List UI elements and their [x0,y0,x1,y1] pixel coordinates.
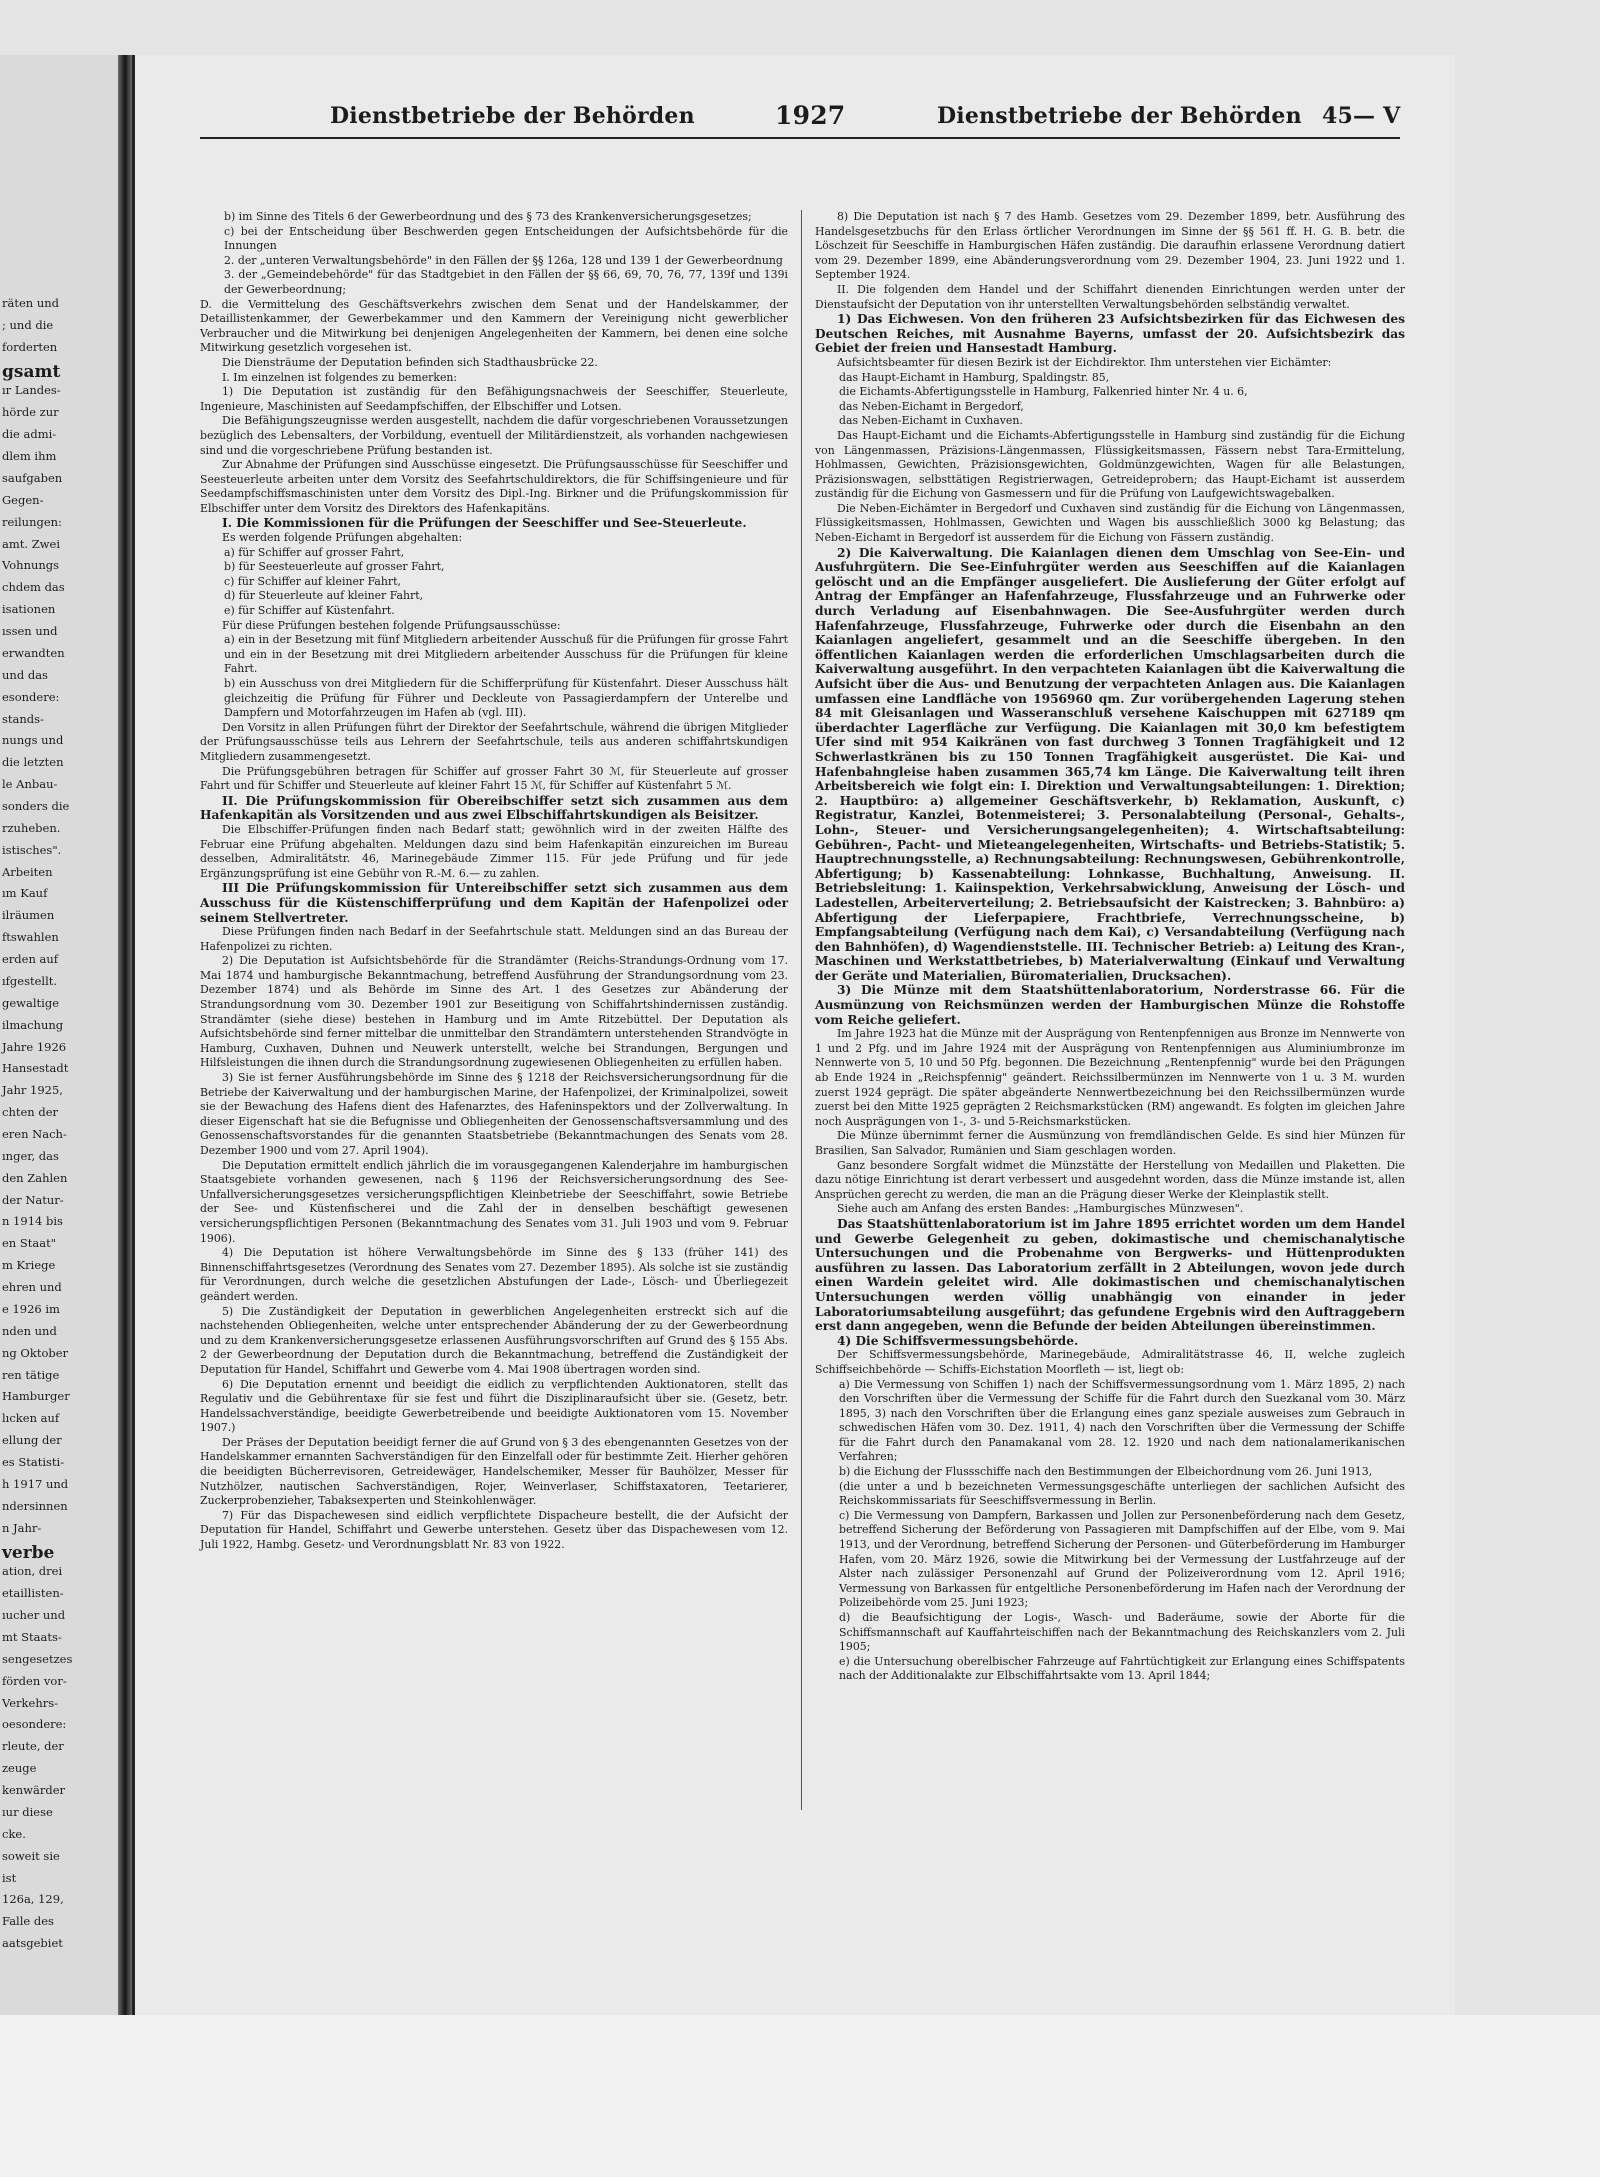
column-divider [801,210,802,1810]
left-page-line: erden auf [2,952,59,967]
paragraph: die Eichamts-Abfertigungsstelle in Hamburg, Falkenried hinter Nr. 4 u. 6, [839,385,1248,399]
left-page-line: n Jahr- [2,1520,42,1535]
left-page-line: der Natur- [2,1192,64,1207]
paragraph: Die Neben-Eichämter in Bergedorf und Cuxhaven sind zuständig für die Eichung von Längenmassen, Flüssigkeitsmassen, Hohlmassen, Gewichten und Wagen bis ausschließlich 3000 kg Belastung; das Neben-Eichamt in Bergedorf ist ausserdem für die Eichung von Fässern zuständig. [815,501,1405,545]
paragraph: b) im Sinne des Titels 6 der Gewerbeordnung und des § 73 des Krankenversicherungsgesetzes; [224,210,752,223]
left-page-line: es Statisti- [2,1455,65,1470]
left-page-line: ist [2,1870,17,1885]
left-page-line: hörde zur [2,405,59,420]
header-left: Dienstbetriebe der Behörden [330,103,695,129]
paragraph: Aufsichtsbeamter für diesen Bezirk ist der Eichdirektor. Ihm unterstehen vier Eichämter: [837,355,1332,369]
left-page-line: ıssen und [2,624,58,639]
header-rule [200,137,1400,139]
paragraph: III Die Prüfungskommission für Untereibschiffer setzt sich zusammen aus dem Ausschuss für die Küstenschifferprüfung und dem Kapitän der Hafenpolizei oder seinem Stellvertreter. [200,881,788,925]
left-page-line: forderten [2,339,58,354]
left-page-line: ren tätige [2,1367,60,1382]
paragraph: 2) Die Deputation ist Aufsichtsbehörde für die Strandämter (Reichs-Strandungs-Ordnung vom 17. Mai 1874 und hamburgische Bekanntmachung, betreffend Ausführung der Strandungsordnung vom 23. Dezember 1874) und als Behörde im Sinne des Art. 1 des Gesetzes zur Abänderung der Strandungsordnung vom 30. Dezember 1901 zur Beseitigung von Schiffahrtshindernissen zuständig. Strandämter (siehe diese) bestehen in Hamburg und im Amte Ritzebüttel. Der Deputation als Aufsichtsbehörde sind ferner mittelbar die unmittelbar den Strandämtern unterstehenden Strandvögte in Hamburg, Cuxhaven, Duhnen und Neuwerk unterstellt, welche bei Strandungen, Bergungen und Hilfsleistungen die ihnen durch die Strandungsordnung zugewiesenen Obliegenheiten zu erfüllen haben. [200,954,788,1070]
paragraph: 8) Die Deputation ist nach § 7 des Hamb. Gesetzes vom 29. Dezember 1899, betr. Ausführung des Handelsgesetzbuchs für den Erlass örtlicher Verordnungen im Sinne der §§ 561 ff. H. G. B. betr. die Löschzeit für Seeschiffe in Hamburgischen Häfen zuständig. Die daraufhin erlassene Verordnung datiert vom 29. Dezember 1899, eine Abänderungsverordnung vom 29. Dezember 1904, 23. Juni 1922 und 1. September 1924. [815,210,1405,282]
left-page-line: nungs und [2,733,64,748]
left-page-line: chdem das [2,580,65,595]
left-page-line: Vohnungs [2,558,60,573]
left-page-line: die admi- [2,427,57,442]
paragraph: 2) Die Kaiverwaltung. Die Kaianlagen dienen dem Umschlag von See-Ein- und Ausfuhrgütern. Die See-Einfuhrgüter werden aus Seeschiffen auf die Kaianlagen gelöscht und an die Empfänger ausgeliefert. Die Auslieferung der Güter erfolgt auf Antrag der Empfänger an Hafenfahrzeuge, Flussfahrzeuge und an Fuhrwerke oder durch Verladung auf Eisenbahnwagen. Die See-Ausfuhrgüter werden durch Hafenfahrzeuge, Flussfahrzeuge, Fuhrwerke oder durch die Eisenbahn an den Kaianlagen angeliefert, gesammelt und an die Seeschiffe übergeben. In den öffentlichen Kaianlagen werden die erforderlichen Umschlagsarbeiten durch die Kaiverwaltung ausgeführt. In den verpachteten Kaianlagen übt die Kaiverwaltung die Aufsicht über die Aus- und Benutzung der verpachteten Anlagen aus. Die Kaianlagen umfassen eine Landfläche von 1956960 qm. Zur vorübergehenden Lagerung stehen 84 mit Gleisanlagen und Wasseranschluß versehene Kaischuppen mit 627189 qm überdachter Lagerfläche zur Verfügung. Die Kaianlagen mit 30,0 km befestigtem Ufer sind mit 954 Kaikränen von fast durchweg 3 Tonnen Tragfähigkeit und 12 Schwerlastkränen bis zu 150 Tonnen Tragfähigkeit ausgerüstet. Die Kai- und Hafenbahngleise haben zusammen 365,74 km Länge. Die Kaiverwaltung teilt ihren Arbeitsbereich wie folgt ein: I. Direktion und Verwaltungsabteilungen: 1. Direktion; 2. Hauptbüro: a) allgemeiner Geschäftsverkehr, b) Reklamation, Auskunft, c) Registratur, Kanzlei, Botenmeisterei; 3. Personalabteilung (Personal-, Gehalts-, Lohn-, Steuer- und Versicherungsangelegenheiten); 4. Wirtschaftsabteilung: Gebühren-, Pacht- und Mieteangelegenheiten, Wirtschafts- und Betriebs-Statistik; 5. Hauptrechnungsstelle, a) Rechnungsabteilung: Rechnungswesen, Gebührenkontrolle, Abfertigung; b) Kassenabteilung: Lohnkasse, Buchhaltung, Anweisung. II. Betriebsleitung: 1. Kaiinspektion, Verkehrsabwicklung, Anweisung der Lösch- und Ladestellen, Arbeiterverteilung; 2. Betriebsaufsicht der Kaistrecken; 3. Bahnbüro: a) Abfertigung der Lieferpapiere, Frachtbriefe, Verrechnungsscheine, b) Empfangsabteilung (Verfügung nach dem Kai), c) Versandabteilung (Verfügung nach den Bahnhöfen), d) Wagendienststelle. III. Technischer Betrieb: a) Leitung des Kran-, Maschinen und Werkstattbetriebes, b) Materialverwaltung (Einkauf und Verwaltung der Geräte und Materialien, Büromaterialien, Drucksachen). [815,545,1405,983]
paragraph: Siehe auch am Anfang des ersten Bandes: „Hamburgisches Münzwesen". [837,1202,1244,1216]
paragraph: Der Schiffsvermessungsbehörde, Marinegebäude, Admiralitätstrasse 46, II, welche zugleich Schiffseichbehörde — Schiffs-Eichstation Moorfleth — ist, liegt ob: [815,1348,1405,1376]
paragraph: das Neben-Eichamt in Bergedorf, [839,399,1024,413]
left-page-line: amt. Zwei [2,536,61,551]
left-page-line: chten der [2,1105,59,1120]
paragraph: 4) Die Schiffsvermessungsbehörde. [837,1333,1079,1348]
left-page-line: sonders die [2,798,70,813]
paragraph: 4) Die Deputation ist höhere Verwaltungsbehörde im Sinne des § 133 (früher 141) des Binnenschiffahrtsgesetzes (Verordnung des Senates vom 27. Dezember 1895). Als solche ist sie zuständig für Verordnungen, durch welche die gesetzlichen Abstufungen der Lade-, Lösch- und Überliegezeit geändert werden. [200,1246,788,1303]
left-page-line: aatsgebiet [2,1936,63,1951]
paragraph: e) die Untersuchung oberelbischer Fahrzeuge auf Fahrtüchtigkeit zur Erlangung eines Schiffspatents nach der Additionalakte zur Elbschiffahrtsakte vom 13. April 1844; [839,1654,1405,1683]
left-page-line: e 1926 im [2,1301,60,1316]
left-page-line: förden vor- [2,1673,67,1688]
left-page-line: isationen [2,602,56,617]
paragraph: (die unter a und b bezeichneten Vermessungsgeschäfte unterliegen der sachlichen Aufsicht des Reichskommissariats für Seeschiffsvermessung in Berlin. [839,1479,1405,1508]
paragraph: Zur Abnahme der Prüfungen sind Ausschüsse eingesetzt. Die Prüfungsausschüsse für Seeschiffer und Seesteuerleute arbeiten unter dem Vorsitz des Seefahrtschuldirektors, die für Schiffsingenieure und für Seedampfschiffsmaschinisten unter dem Vorsitz des Dipl.-Ing. Birkner und die Prüfungskommission für Elbschiffer unter dem Vorsitz des Direktors des Hafenkapitäns. [200,458,788,515]
paragraph: a) für Schiffer auf grosser Fahrt, [224,545,405,559]
paragraph: Die Münze übernimmt ferner die Ausmünzung von fremdländischen Gelde. Es sind hier Münzen für Brasilien, San Salvador, Rumänien und Siam geschlagen worden. [815,1129,1405,1157]
left-page-line: ilmachung [2,1017,64,1032]
paragraph: c) bei der Entscheidung über Beschwerden gegen Entscheidungen der Aufsichtsbehörde für die Innungen [224,224,788,253]
paragraph: 5) Die Zuständigkeit der Deputation in gewerblichen Angelegenheiten erstreckt sich auf die nachstehenden Obliegenheiten, welche unter entsprechender Abänderung der zu der Gewerbeordnung und zu dem Krankenversicherungsgesetze erlassenen Ausführungsvorschriften auf Grund des § 155 Abs. 2 der Gewerbeordnung der Deputation durch die Bekanntmachung, betreffend die Zuständigkeit der Deputation für Handel, Schiffahrt und Gewerbe vom 4. Mai 1908 übertragen worden sind. [200,1304,788,1376]
paragraph: Die Befähigungszeugnisse werden ausgestellt, nachdem die dafür vorgeschriebenen Voraussetzungen bezüglich des Lebensalters, der Vorbildung, eventuell der Militärdienstzeit, als vorhanden nachgewiesen sind und die vorgeschriebene Prüfung bestanden ist. [200,414,788,457]
paragraph: I. Im einzelnen ist folgendes zu bemerken: [222,370,458,384]
left-page-line: sengesetzes [2,1651,73,1666]
left-page-line: mt Staats- [2,1629,62,1644]
paragraph: II. Die folgenden dem Handel und der Schiffahrt dienenden Einrichtungen werden unter der Dienstaufsicht der Deputation von ihr unterstellten Verwaltungsbehörden selbständig verwaltet. [815,282,1405,311]
paragraph: 7) Für das Dispachewesen sind eidlich verpflichtete Dispacheure bestellt, die der Aufsicht der Deputation für Handel, Schiffahrt und Gewerbe unterstehen. Gesetz über das Dispachewesen vom 12. Juli 1922, Hambg. Gesetz- und Verordnungsblatt Nr. 83 von 1922. [200,1508,788,1552]
paragraph: Den Vorsitz in allen Prüfungen führt der Direktor der Seefahrtschule, während die übrigen Mitglieder der Prüfungsausschüsse teils aus Lehrern der Seefahrtschule, teils aus anderen schiffahrtskundigen Mitgliedern zusammengesetzt. [200,720,788,763]
left-page-line: die letzten [2,755,64,770]
paragraph: 1) Das Eichwesen. Von den früheren 23 Aufsichtsbezirken für das Eichwesen des Deutschen Reiches, mit Ausnahme Bayerns, umfasst der 20. Aufsichtsbezirk das Gebiet der freien und Hansestadt Hamburg. [815,312,1405,356]
paragraph: Die Deputation ermittelt endlich jährlich die im vorausgegangenen Kalenderjahre im hamburgischen Staatsgebiete vorhanden gewesenen, nach § 1196 der Reichsversicherungsordnung des See-Unfallversicherungsgesetzes versicherungspflichtigen Kleinbetriebe der Seeschiffahrt, sowie Betriebe der See- und Küstenfischerei und die Zahl der in denselben beschäftigt gewesenen versicherungspflichtigen Personen (Bekanntmachung des Senates vom 31. Juli 1903 und vom 9. Februar 1906). [200,1158,788,1245]
paragraph: b) für Seesteuerleute auf grosser Fahrt, [224,560,445,574]
paragraph: Ganz besondere Sorgfalt widmet die Münzstätte der Herstellung von Medaillen und Plaketten. Die dazu nötige Einrichtung ist derart verbessert und ausgedehnt worden, dass die Münze imstande ist, allen Ansprüchen gerecht zu werden, die man an die Prägung dieser Werke der Kleinplastik stellt. [815,1158,1405,1201]
paragraph: das Haupt-Eichamt in Hamburg, Spaldingstr. 85, [839,370,1110,384]
left-page-line: etaillisten- [2,1586,64,1601]
left-page-line: Jahr 1925, [2,1083,63,1098]
left-page-line: ıucher und [2,1608,66,1623]
left-page-line: ehren und [2,1280,62,1295]
left-page-line: ndersinnen [2,1498,68,1513]
left-page-line: ; und die [2,317,54,332]
left-page-line: ation, drei [2,1564,63,1579]
paragraph: Es werden folgende Prüfungen abgehalten: [222,531,463,545]
paragraph: Im Jahre 1923 hat die Münze mit der Ausprägung von Rentenpfennigen aus Bronze im Nennwerte von 1 und 2 Pfg. und im Jahre 1924 mit der Ausprägung von Rentenpfennigen aus Aluminiumbronze im Nennwerte von 5, 10 und 50 Pfg. begonnen. Die Bezeichnung „Rentenpfennig" wurde bei den Prägungen ab Ende 1924 in „Reichspfennig" geändert. Reichssilbermünzen im Nennwerte von 1 u. 3 M. wurden zuerst 1924 geprägt. Die später abgeänderte Nennwertbezeichnung bei den Reichssilbermünzen wurde zuerst bei den Mitte 1925 geprägten 2 Reichsmarkstücken (RM) angewandt. Es folgten im gleichen Jahre noch Ausprägungen von 1-, 3- und 5-Reichsmarkstücken. [815,1027,1405,1128]
left-page-line: Gegen- [2,492,44,507]
paragraph: I. Die Kommissionen für die Prüfungen der Seeschiffer und See-Steuerleute. [222,516,747,531]
left-page-line: ilräumen [2,908,55,923]
paragraph: Diese Prüfungen finden nach Bedarf in der Seefahrtschule statt. Meldungen sind an das Bureau der Hafenpolizei zu richten. [200,925,788,953]
header-year: 1927 [775,101,846,130]
left-page-line: ım Kauf [2,886,48,901]
paragraph: D. die Vermittelung des Geschäftsverkehrs zwischen dem Senat und der Handelskammer, der Detaillistenkammer, der Gewerbekammer und den Kammern der Vereinigung nicht gewerblicher Verbraucher und die Mitwirkung bei denjenigen Angelegenheiten der Kammern, bei denen eine solche Mitwirkung gesetzlich vorgesehen ist. [200,297,788,355]
left-page-line: oesondere: [2,1717,67,1732]
left-page-line: saufgaben [2,470,63,485]
left-page-line: cke. [2,1826,26,1841]
left-page-line: eren Nach- [2,1127,67,1141]
left-page-line: rleute, der [2,1739,64,1754]
left-page-line: ınger, das [2,1148,59,1163]
paragraph: 3. der „Gemeindebehörde" für das Stadtgebiet in den Fällen der §§ 66, 69, 70, 76, 77, 139f und 139i der Gewerbeordnung; [224,268,788,296]
left-page-line: dlem ihm [2,449,57,464]
paragraph: Das Staatshüttenlaboratorium ist im Jahre 1895 errichtet worden um dem Handel und Gewerbe Gelegenheit zu geben, dokimastische und chemischanalytische Untersuchungen und die Probenahme von Bergwerks- und Hüttenprodukten ausführen zu lassen. Das Laboratorium zerfällt in 2 Abteilungen, wovon jede durch einen Wardein geleitet wird. Alle dokimastischen und chemischanalytischen Untersuchungen werden völlig unabhängig von einander in jeder Laboratoriumsabteilung ausgeführt; das gefundene Ergebnis wird den Auftraggebern erst dann angegeben, wenn die Befunde der beiden Abteilungen übereinstimmen. [815,1216,1405,1334]
paragraph: II. Die Prüfungskommission für Obereibschiffer setzt sich zusammen aus dem Hafenkapitän als Vorsitzenden und aus zwei Elbschiffahrtskundigen als Beisitzer. [200,793,788,823]
left-page-line: ng Oktober [2,1345,69,1360]
paragraph: Der Präses der Deputation beeidigt ferner die auf Grund von § 3 des ebengenannten Gesetzes von der Handelskammer ernannten Sachverständigen für den Einzelfall oder für bestimmte Zeit. Hierher gehören die beeidigten Bücherrevisoren, Getreidewäger, Handelschemiker, Messer für Bauhölzer, Messer für Nutzhölzer, nautischen Sachverständigen, Rojer, Weinverlaser, Schiffstaxatoren, Teetarierer, Zuckerprobenzieher, Tabaksexperten und Steinkohlenwäger. [200,1435,788,1508]
left-page-line: esondere: [2,689,60,704]
paragraph: Die Prüfungsgebühren betragen für Schiffer auf grosser Fahrt 30 ℳ, für Steuerleute auf grosser Fahrt und für Schiffer und Steuerleute auf kleiner Fahrt 15 ℳ, für Schiffer auf Küstenfahrt 5 ℳ. [200,764,788,793]
paragraph: e) für Schiffer auf Küstenfahrt. [224,604,395,618]
left-page-line: Verkehrs- [2,1695,59,1710]
left-page-line: zeuge [2,1761,37,1776]
paragraph: das Neben-Eichamt in Cuxhaven. [839,414,1023,428]
left-page-line: 126a, 129, [2,1892,64,1907]
paragraph: c) Die Vermessung von Dampfern, Barkassen und Jollen zur Personenbeförderung nach dem Gesetz, betreffend Sicherung der Beförderung von Passagieren mit Dampfschiffen auf der Elbe, vom 9. Mai 1913, und der Verordnung, betreffend Sicherung der Personen- und Güterbeförderung im Hamburger Hafen, vom 20. März 1926, sowie die Mitwirkung bei der Vermessung der Lustfahrzeuge auf der Alster nach zulässiger Personenzahl auf Grund der Polizeiverordnung vom 12. April 1916; Vermessung von Barkassen für entgeltliche Personenbeförderung im Hafen nach der Verordnung der Polizeibehörde vom 25. Juni 1923; [839,1508,1405,1610]
left-page-line: ıur diese [2,1804,53,1819]
left-page-line: Arbeiten [2,864,53,879]
paragraph: 3) Die Münze mit dem Staatshüttenlaboratorium, Norderstrasse 66. Für die Ausmünzung von Reichsmünzen werden der Hamburgischen Münze die Rohstoffe vom Reiche geliefert. [815,983,1405,1027]
left-column [200,210,788,1553]
paragraph: Für diese Prüfungen bestehen folgende Prüfungsausschüsse: [222,618,561,632]
paragraph: a) ein in der Besetzung mit fünf Mitgliedern arbeitender Ausschuß für die Prüfungen für grosse Fahrt und ein in der Besetzung mit drei Mitgliedern arbeitender Ausschuss für die Prüfungen für kleine Fahrt. [224,633,788,676]
left-page-line: den Zahlen [2,1170,68,1185]
paragraph: Das Haupt-Eichamt und die Eichamts-Abfertigungsstelle in Hamburg sind zuständig für die Eichung von Längenmassen, Präzisions-Längenmassen, Flüssigkeitsmassen, Fässern nebst Tara-Ermittelung, Hohlmassen, Gewichten, Präzisionsgewichten, Goldmünzgewichten, Wagen für alle Belastungen, Präzisionswagen, selbsttätigen Registrierwagen, Getreideprobern; das Haupt-Eichamt ist ausserdem zuständig für die Eichung von Gasmessern und für die Prüfung von Laufgewichtswagebalken. [815,428,1405,501]
left-page-line: nden und [2,1323,57,1338]
left-page-line: ır Landes- [2,383,61,398]
left-page-line: ellung der [2,1433,62,1448]
left-page-line: m Kriege [2,1258,56,1273]
left-page-line: h 1917 und [2,1476,69,1491]
paragraph: b) ein Ausschuss von drei Mitgliedern für die Schifferprüfung für Küstenfahrt. Dieser Ausschuss hält gleichzeitig die Prüfung für Führer und Deckleute von Passagierdampfern der Unterelbe und Dampfern und Motorfahrzeugen im Hafen ab (vgl. III). [224,677,788,720]
left-page-line: erwandten [2,645,65,660]
paragraph: 2. der „unteren Verwaltungsbehörde" in den Fällen der §§ 126a, 128 und 139 1 der Gewerbeordnung [224,253,783,267]
left-page-line: le Anbau- [2,777,58,792]
paragraph: Die Diensträume der Deputation befinden sich Stadthausbrücke 22. [222,355,598,369]
paragraph: a) Die Vermessung von Schiffen 1) nach der Schiffsvermessungsordnung vom 1. März 1895, 2) nach den Vorschriften über die Vermessung der Schiffe für die Fahrt durch den Suezkanal vom 30. März 1895, 3) nach den Vorschriften über die Erlangung eines ganz speziale ausweises zum Gebrauch in schwedischen Häfen vom 30. Dez. 1911, 4) nach den Vorschriften über die Vermessung der Schiffe für die Fahrt durch den Panamakanal vom 28. 12. 1920 und nach dem nationalamerikanischen Verfahren; [839,1377,1405,1464]
left-page-line: räten und [2,296,60,310]
paragraph: d) die Beaufsichtigung der Logis-, Wasch- und Baderäume, sowie der Aborte für die Schiffsmannschaft auf Kauffahrteischiffen nach der Bekanntmachung des Reichskanzlers vom 2. Juli 1905; [839,1611,1405,1654]
left-page-line: Hansestadt [2,1061,69,1076]
paragraph: d) für Steuerleute auf kleiner Fahrt, [224,589,424,603]
left-page-line: Jahre 1926 [2,1039,67,1054]
left-page-line: reilungen: [2,514,62,529]
left-page-line: rzuheben. [2,820,61,835]
left-page-line: gsamt [2,361,61,382]
left-page-line: Hamburger [2,1389,70,1404]
bottom-margin [0,2015,1600,2177]
left-page-line: soweit sie [2,1848,60,1863]
left-page-line: stands- [2,711,44,726]
page-number: 45— V [1322,103,1401,129]
left-page-line: ftswahlen [2,930,59,945]
paragraph: b) die Eichung der Flussschiffe nach den Bestimmungen der Elbeichordnung vom 26. Juni 1913, [839,1465,1373,1479]
paragraph: 3) Sie ist ferner Ausführungsbehörde im Sinne des § 1218 der Reichsversicherungsordnung für die Betriebe der Kaiverwaltung und der hamburgischen Marine, der Hafenpolizei, der Kriminalpolizei, soweit sie der Bewachung des Hafens dient des Hafenarztes, des Hafeninspektors und der Zollverwaltung. In dieser Eigenschaft hat sie die Befugnisse und Obliegenheiten der Genossenschaftsversammlung und des Genossenschaftsvorstandes für die genannten Staatsbetriebe (Bekanntmachungen des Senats vom 28. Dezember 1900 und vom 27. April 1904). [200,1071,788,1157]
right-column [815,210,1405,1684]
header-right: Dienstbetriebe der Behörden [937,103,1302,129]
left-page-line: n 1914 bis [2,1214,63,1229]
paragraph: c) für Schiffer auf kleiner Fahrt, [224,574,401,588]
left-page-line: istisches". [2,842,62,857]
left-page-line: Falle des [2,1914,54,1929]
left-page-line: verbe [2,1542,55,1563]
left-page-line: en Staat" [2,1236,56,1251]
left-page-line: kenwärder [2,1783,66,1798]
paragraph: 1) Die Deputation ist zuständig für den Befähigungsnachweis der Seeschiffer, Steuerleute, Ingenieure, Maschinisten auf Seedampfschiffen, der Elbschiffer und Lotsen. [200,385,788,413]
left-page-line: ıfgestellt. [2,973,58,988]
paragraph: 6) Die Deputation ernennt und beeidigt die eidlich zu verpflichtenden Auktionatoren, stellt das Regulativ und die Gebührentaxe für sie fest und führt die Disziplinaraufsicht über sie. (Gesetz, betr. Handelssachverständige, beeidigte Gewerbetreibende und beeidigte Auktionatoren vom 15. November 1907.) [200,1377,788,1435]
left-page-line: lıcken auf [2,1411,60,1426]
left-page-line: gewaltige [2,995,60,1010]
paragraph: Die Elbschiffer-Prüfungen finden nach Bedarf statt; gewöhnlich wird in der zweiten Hälfte des Februar eine Prüfung abgehalten. Meldungen dazu sind beim Hafenkapitän einzureichen im Bureau desselben, Admiralitätstr. 46, Marinegebäude Zimmer 115. Für jede Prüfung und für jede Ergänzungsprüfung ist eine Gebühr von R.-M. 6.— zu zahlen. [200,822,788,880]
left-page-line: und das [2,667,48,682]
